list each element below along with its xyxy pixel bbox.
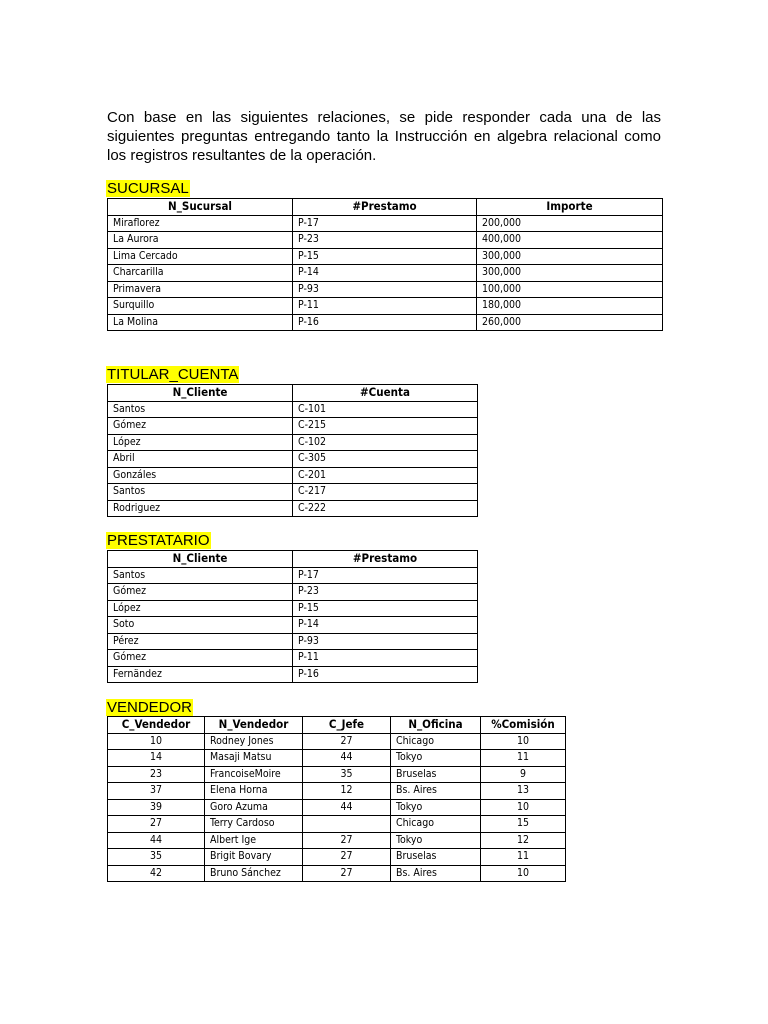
table-cell: 42 bbox=[108, 865, 205, 882]
table-cell: Lima Cercado bbox=[108, 248, 293, 265]
table-cell: 10 bbox=[108, 733, 205, 750]
table-cell: C-215 bbox=[293, 418, 478, 435]
table-row bbox=[108, 418, 478, 435]
table-cell: C-201 bbox=[293, 467, 478, 484]
table-header-row bbox=[108, 551, 478, 568]
table-cell: Gómez bbox=[108, 584, 293, 601]
table-cell: 13 bbox=[481, 783, 566, 800]
column-header: N_Cliente bbox=[108, 385, 293, 402]
table-cell: 44 bbox=[108, 832, 205, 849]
table-cell: 260,000 bbox=[477, 314, 663, 331]
table-row bbox=[108, 633, 478, 650]
table-row bbox=[108, 401, 478, 418]
table-cell: Bruno Sánchez bbox=[205, 865, 303, 882]
table-cell: Bruselas bbox=[391, 849, 481, 866]
table-cell: 35 bbox=[108, 849, 205, 866]
table-cell: P-93 bbox=[293, 281, 477, 298]
column-header: %Comisión bbox=[481, 717, 566, 734]
table-cell: C-305 bbox=[293, 451, 478, 468]
table-cell: P-15 bbox=[293, 600, 478, 617]
table-row bbox=[108, 799, 566, 816]
table-cell: 39 bbox=[108, 799, 205, 816]
table-header-row bbox=[108, 717, 566, 734]
table-cell: Rodriguez bbox=[108, 500, 293, 517]
table-cell: La Aurora bbox=[108, 232, 293, 249]
table-cell: P-14 bbox=[293, 617, 478, 634]
table-cell: 27 bbox=[303, 849, 391, 866]
table-cell: 44 bbox=[303, 799, 391, 816]
table-cell: Goro Azuma bbox=[205, 799, 303, 816]
table-cell: 35 bbox=[303, 766, 391, 783]
table-cell: Primavera bbox=[108, 281, 293, 298]
table-cell: 44 bbox=[303, 750, 391, 767]
column-header: #Prestamo bbox=[293, 199, 477, 216]
table-cell: P-93 bbox=[293, 633, 478, 650]
table-row bbox=[108, 600, 478, 617]
table-cell: P-23 bbox=[293, 584, 478, 601]
table-cell: La Molina bbox=[108, 314, 293, 331]
column-header: N_Vendedor bbox=[205, 717, 303, 734]
table-row bbox=[108, 248, 663, 265]
table-cell: 10 bbox=[481, 733, 566, 750]
table-cell: Bs. Aires bbox=[391, 865, 481, 882]
table-row bbox=[108, 232, 663, 249]
table-row bbox=[108, 783, 566, 800]
table-row bbox=[108, 298, 663, 315]
prestatario-table bbox=[107, 550, 478, 683]
table-cell: Santos bbox=[108, 484, 293, 501]
table-row bbox=[108, 281, 663, 298]
intro-paragraph: Con base en las siguientes relaciones, se pide responder cada una de las siguientes preguntas entregando tanto la Instrucción en algebra relacional como los registros resultantes de la operación. bbox=[107, 109, 661, 164]
table-row bbox=[108, 733, 566, 750]
vendedor-title: VENDEDOR bbox=[107, 699, 193, 716]
table-cell: López bbox=[108, 434, 293, 451]
table-row bbox=[108, 617, 478, 634]
table-cell: Rodney Jones bbox=[205, 733, 303, 750]
sucursal-title: SUCURSAL bbox=[107, 180, 189, 197]
table-cell: Santos bbox=[108, 567, 293, 584]
table-cell: Brigit Bovary bbox=[205, 849, 303, 866]
table-row bbox=[108, 567, 478, 584]
table-cell: C-102 bbox=[293, 434, 478, 451]
table-cell: P-23 bbox=[293, 232, 477, 249]
titular-cuenta-title: TITULAR_CUENTA bbox=[107, 366, 239, 383]
table-cell: C-222 bbox=[293, 500, 478, 517]
table-cell: Chicago bbox=[391, 733, 481, 750]
table-cell: Masaji Matsu bbox=[205, 750, 303, 767]
table-cell: Soto bbox=[108, 617, 293, 634]
table-cell: Charcarilla bbox=[108, 265, 293, 282]
table-row bbox=[108, 314, 663, 331]
table-cell: Gómez bbox=[108, 418, 293, 435]
table-cell: C-217 bbox=[293, 484, 478, 501]
column-header: #Prestamo bbox=[293, 551, 478, 568]
table-cell: Tokyo bbox=[391, 750, 481, 767]
table-row bbox=[108, 434, 478, 451]
table-cell: P-11 bbox=[293, 650, 478, 667]
table-cell: 10 bbox=[481, 799, 566, 816]
table-cell: 9 bbox=[481, 766, 566, 783]
table-cell: 11 bbox=[481, 849, 566, 866]
table-row bbox=[108, 467, 478, 484]
table-cell: 23 bbox=[108, 766, 205, 783]
table-cell: Albert Ige bbox=[205, 832, 303, 849]
table-cell: Pérez bbox=[108, 633, 293, 650]
column-header: Importe bbox=[477, 199, 663, 216]
table-cell: P-17 bbox=[293, 567, 478, 584]
table-row bbox=[108, 215, 663, 232]
table-cell: 37 bbox=[108, 783, 205, 800]
vendedor-table bbox=[107, 716, 566, 882]
column-header: N_Oficina bbox=[391, 717, 481, 734]
table-cell: Terry Cardoso bbox=[205, 816, 303, 833]
table-cell: Fernändez bbox=[108, 666, 293, 683]
table-cell: 200,000 bbox=[477, 215, 663, 232]
table-row bbox=[108, 584, 478, 601]
table-cell: 300,000 bbox=[477, 248, 663, 265]
table-cell: P-11 bbox=[293, 298, 477, 315]
table-row bbox=[108, 865, 566, 882]
table-cell: 12 bbox=[481, 832, 566, 849]
table-header-row bbox=[108, 385, 478, 402]
column-header: #Cuenta bbox=[293, 385, 478, 402]
table-cell: Elena Horna bbox=[205, 783, 303, 800]
table-cell: FrancoiseMoire bbox=[205, 766, 303, 783]
table-cell: López bbox=[108, 600, 293, 617]
table-cell: Chicago bbox=[391, 816, 481, 833]
table-cell: Abril bbox=[108, 451, 293, 468]
column-header: C_Jefe bbox=[303, 717, 391, 734]
table-row bbox=[108, 650, 478, 667]
table-row bbox=[108, 816, 566, 833]
sucursal-table bbox=[107, 198, 663, 331]
table-row bbox=[108, 666, 478, 683]
table-cell: 27 bbox=[303, 832, 391, 849]
table-cell: 14 bbox=[108, 750, 205, 767]
table-cell: 180,000 bbox=[477, 298, 663, 315]
table-row bbox=[108, 451, 478, 468]
table-cell: P-15 bbox=[293, 248, 477, 265]
table-cell: C-101 bbox=[293, 401, 478, 418]
table-cell: 100,000 bbox=[477, 281, 663, 298]
table-row bbox=[108, 500, 478, 517]
table-cell: 15 bbox=[481, 816, 566, 833]
table-cell: Bruselas bbox=[391, 766, 481, 783]
table-row bbox=[108, 265, 663, 282]
table-cell: 27 bbox=[303, 865, 391, 882]
table-cell: 10 bbox=[481, 865, 566, 882]
table-cell: Santos bbox=[108, 401, 293, 418]
table-cell: Miraflorez bbox=[108, 215, 293, 232]
table-row bbox=[108, 750, 566, 767]
table-cell: P-14 bbox=[293, 265, 477, 282]
table-cell: Gómez bbox=[108, 650, 293, 667]
table-cell: P-16 bbox=[293, 666, 478, 683]
table-cell: Gonzáles bbox=[108, 467, 293, 484]
table-row bbox=[108, 766, 566, 783]
column-header: C_Vendedor bbox=[108, 717, 205, 734]
table-cell: 11 bbox=[481, 750, 566, 767]
table-cell: Tokyo bbox=[391, 799, 481, 816]
table-cell: 400,000 bbox=[477, 232, 663, 249]
column-header: N_Cliente bbox=[108, 551, 293, 568]
table-row bbox=[108, 849, 566, 866]
table-cell: P-17 bbox=[293, 215, 477, 232]
table-cell: Surquillo bbox=[108, 298, 293, 315]
table-cell: Bs. Aires bbox=[391, 783, 481, 800]
table-cell: P-16 bbox=[293, 314, 477, 331]
column-header: N_Sucursal bbox=[108, 199, 293, 216]
table-header-row bbox=[108, 199, 663, 216]
titular-cuenta-table bbox=[107, 384, 478, 517]
table-cell bbox=[303, 816, 391, 833]
table-cell: 12 bbox=[303, 783, 391, 800]
table-cell: 300,000 bbox=[477, 265, 663, 282]
table-cell: Tokyo bbox=[391, 832, 481, 849]
table-cell: 27 bbox=[108, 816, 205, 833]
table-row bbox=[108, 832, 566, 849]
prestatario-title: PRESTATARIO bbox=[107, 532, 210, 549]
table-row bbox=[108, 484, 478, 501]
table-cell: 27 bbox=[303, 733, 391, 750]
